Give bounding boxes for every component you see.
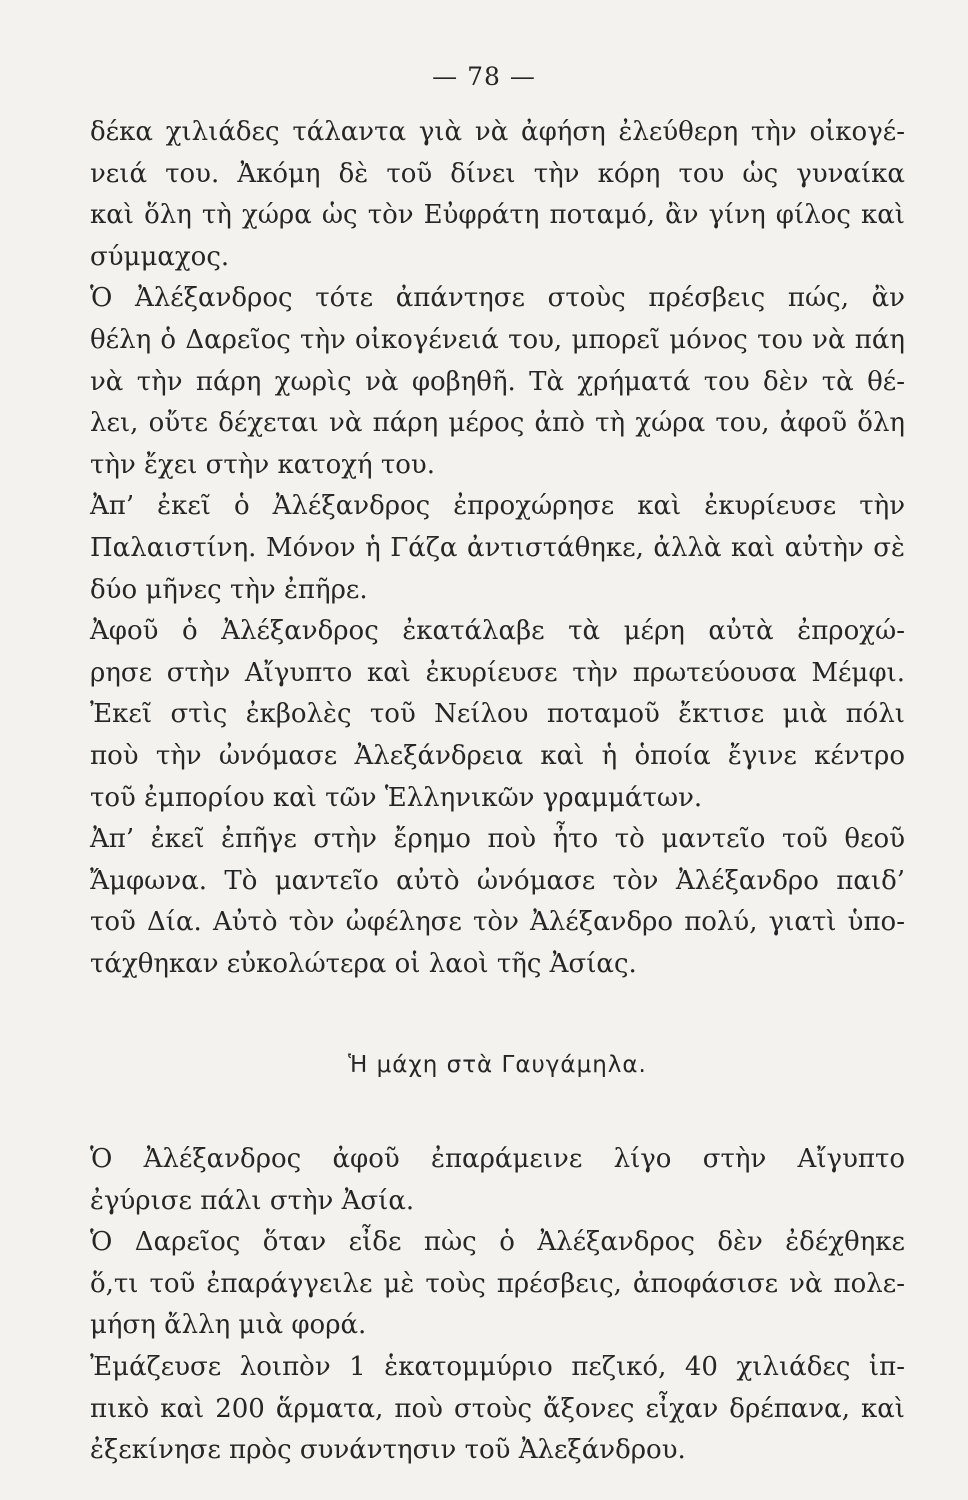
text-line: τὴν ἔχει στὴν κατοχή του.: [90, 449, 435, 480]
text-line: τοῦ ἐμπορίου καὶ τῶν Ἑλληνικῶν γραμμάτων.: [90, 782, 703, 813]
text-line: Ὁ Ἀλέξανδρος ἀφοῦ ἐπαράμεινε λίγο στὴν Αἴγυπτο: [90, 1144, 905, 1175]
text-line: Ἀπ’ ἐκεῖ ἐπῆγε στὴν ἔρημο ποὺ ἦτο τὸ μαντεῖο τοῦ θεοῦ: [90, 824, 905, 855]
text-line: τοῦ Δία. Αὐτὸ τὸν ὠφέλησε τὸν Ἀλέξανδρο πολύ, γιατὶ ὑπο-: [90, 907, 905, 938]
text-line: πικὸ καὶ 200 ἅρματα, ποὺ στοὺς ἄξονες εἶχαν δρέπανα, καὶ: [90, 1393, 905, 1424]
text-line: Ἀφοῦ ὁ Ἀλέξανδρος ἐκατάλαβε τὰ μέρη αὐτὰ ἐπροχώ-: [90, 616, 905, 647]
text-line: Ἐμάζευσε λοιπὸν 1 ἑκατομμύριο πεζικό, 40 χιλιάδες ἱπ-: [90, 1352, 905, 1383]
text-line: Ἄμφωνα. Τὸ μαντεῖο αὐτὸ ὠνόμασε τὸν Ἀλέξανδρο παιδ’: [90, 865, 905, 896]
text-line: Ὁ Ἀλέξανδρος τότε ἀπάντησε στοὺς πρέσβεις πώς, ἂν: [90, 283, 905, 314]
text-line: καὶ ὅλη τὴ χώρα ὡς τὸν Εὐφράτη ποταμό, ἂν γίνη φίλος καὶ: [90, 200, 905, 231]
text-line: ἐγύρισε πάλι στὴν Ἀσία.: [90, 1185, 415, 1216]
text-block-before-heading: [90, 112, 905, 985]
text-line: ἐξεκίνησε πρὸς συνάντησιν τοῦ Ἀλεξάνδρου.: [90, 1435, 686, 1466]
text-line: ποὺ τὴν ὠνόμασε Ἀλεξάνδρεια καὶ ἡ ὁποία ἔγινε κέντρο: [90, 740, 905, 771]
text-line: δέκα χιλιάδες τάλαντα γιὰ νὰ ἀφήση ἐλεύθερη τὴν οἰκογέ-: [90, 117, 905, 147]
page-number: — 78 —: [432, 62, 536, 91]
text-line: θέλη ὁ Δαρεῖος τὴν οἰκογένειά του, μπορεῖ μόνος του νὰ πάη: [90, 324, 905, 355]
text-line: ὅ,τι τοῦ ἐπαράγγειλε μὲ τοὺς πρέσβεις, ἀποφάσισε νὰ πολε-: [90, 1268, 905, 1299]
text-line: λει, οὔτε δέχεται νὰ πάρη μέρος ἀπὸ τὴ χώρα του, ἀφοῦ ὅλη: [90, 408, 905, 439]
text-line: δύο μῆνες τὴν ἐπῆρε.: [90, 574, 368, 605]
text-line: νειά του. Ἀκόμη δὲ τοῦ δίνει τὴν κόρη του ὡς γυναίκα: [90, 158, 905, 189]
text-block-after-heading: [90, 1139, 905, 1472]
text-line: Παλαιστίνη. Μόνον ἡ Γάζα ἀντιστάθηκε, ἀλλὰ καὶ αὐτὴν σὲ: [90, 532, 905, 563]
text-line: μήση ἄλλη μιὰ φορά.: [90, 1310, 367, 1341]
section-heading: Ἡ μάχη στὰ Γαυγάμηλα.: [348, 1052, 647, 1079]
text-line: νὰ τὴν πάρη χωρὶς νὰ φοβηθῆ. Τὰ χρήματά του δὲν τὰ θέ-: [90, 366, 905, 397]
body-text: [90, 112, 905, 1472]
text-line: τάχθηκαν εὐκολώτερα οἱ λαοὶ τῆς Ἀσίας.: [90, 948, 637, 979]
text-line: ρησε στὴν Αἴγυπτο καὶ ἐκυρίευσε τὴν πρωτεύουσα Μέμφι.: [90, 657, 905, 688]
text-line: Ἐκεῖ στὶς ἐκβολὲς τοῦ Νείλου ποταμοῦ ἔκτισε μιὰ πόλι: [90, 699, 905, 730]
text-line: Ἀπ’ ἐκεῖ ὁ Ἀλέξανδρος ἐπροχώρησε καὶ ἐκυρίευσε τὴν: [90, 491, 905, 522]
text-line: Ὁ Δαρεῖος ὅταν εἶδε πὼς ὁ Ἀλέξανδρος δὲν ἐδέχθηκε: [90, 1227, 905, 1258]
text-line: σύμμαχος.: [90, 241, 230, 272]
